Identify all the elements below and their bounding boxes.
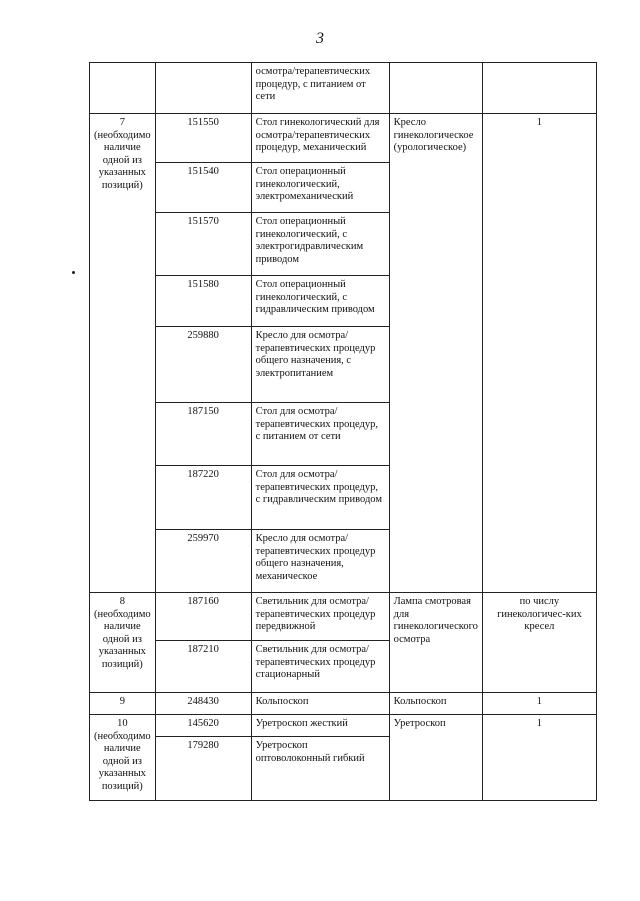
stray-dot — [72, 271, 75, 274]
quantity-cell — [482, 63, 596, 114]
name-cell: Светильник для осмотра/терапевтических процедур передвижной — [251, 593, 389, 641]
table-row — [90, 693, 597, 715]
quantity-cell: 1 — [482, 114, 596, 593]
name-cell: Стол для осмотра/терапевтических процедур, с гидравлическим приводом — [251, 466, 389, 530]
quantity-cell: 1 — [482, 693, 596, 715]
code-cell: 151570 — [155, 213, 251, 276]
name-cell: Стол операционный гинекологический, с электрогидравлическим приводом — [251, 213, 389, 276]
code-cell: 187150 — [155, 403, 251, 466]
position-cell: 8 (необходимо наличие одной из указанных позиций) — [90, 593, 156, 693]
name-cell: Кресло для осмотра/терапевтических процедур общего назначения, с электропитанием — [251, 327, 389, 403]
name-cell: Уретроскоп оптоволоконный гибкий — [251, 737, 389, 801]
code-cell: 187210 — [155, 641, 251, 693]
table-row — [90, 715, 597, 737]
equipment-cell: Кольпоскоп — [389, 693, 482, 715]
name-cell: Стол операционный гинекологический, электромеханический — [251, 163, 389, 213]
code-cell: 187160 — [155, 593, 251, 641]
code-cell: 187220 — [155, 466, 251, 530]
name-cell: Уретроскоп жесткий — [251, 715, 389, 737]
name-cell: осмотра/терапевтических процедур, с питанием от сети — [251, 63, 389, 114]
equipment-cell — [389, 63, 482, 114]
table-row — [90, 593, 597, 641]
quantity-cell: 1 — [482, 715, 596, 801]
code-cell: 248430 — [155, 693, 251, 715]
position-cell: 9 — [90, 693, 156, 715]
position-cell: 10 (необходимо наличие одной из указанных позиций) — [90, 715, 156, 801]
table-row — [90, 63, 597, 114]
name-cell: Стол гинекологический для осмотра/терапевтических процедур, механический — [251, 114, 389, 163]
equipment-cell: Лампа смотровая для гинекологического осмотра — [389, 593, 482, 693]
name-cell: Кресло для осмотра/терапевтических процедур общего назначения, механическое — [251, 530, 389, 593]
equipment-cell: Кресло гинекологическое (урологическое) — [389, 114, 482, 593]
code-cell — [155, 63, 251, 114]
code-cell: 151550 — [155, 114, 251, 163]
code-cell: 151580 — [155, 276, 251, 327]
name-cell: Стол операционный гинекологический, с гидравлическим приводом — [251, 276, 389, 327]
table-row — [90, 114, 597, 163]
code-cell: 151540 — [155, 163, 251, 213]
name-cell: Кольпоскоп — [251, 693, 389, 715]
code-cell: 179280 — [155, 737, 251, 801]
code-cell: 259970 — [155, 530, 251, 593]
position-cell: 7 (необходимо наличие одной из указанных позиций) — [90, 114, 156, 593]
name-cell: Светильник для осмотра/терапевтических процедур стационарный — [251, 641, 389, 693]
position-cell — [90, 63, 156, 114]
equipment-table — [89, 62, 597, 801]
page-number: 3 — [316, 30, 324, 47]
code-cell: 145620 — [155, 715, 251, 737]
quantity-cell: по числу гинекологичес-ких кресел — [482, 593, 596, 693]
equipment-cell: Уретроскоп — [389, 715, 482, 801]
name-cell: Стол для осмотра/терапевтических процедур, с питанием от сети — [251, 403, 389, 466]
code-cell: 259880 — [155, 327, 251, 403]
